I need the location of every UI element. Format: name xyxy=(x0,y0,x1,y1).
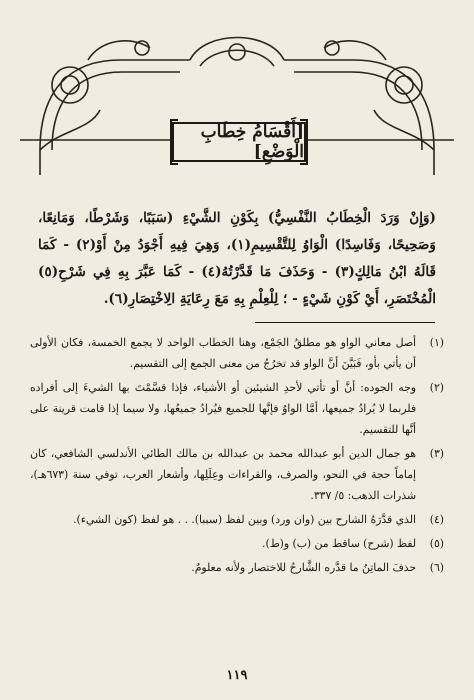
footnote-text: وجه الجوده: أنَّ أو تأتي لأحدِ الشيئين أو الأشياء، فإذا قسَّمْتَ بها الشيءَ إلى أفراده فلربما لا يُرادُ جميعها، أمَّا الواوُ فإنَّها للجميع فيُرادُ جميعُها، ولا سيما إذا قامت قرينة على أنَّها للتقسيم. xyxy=(30,381,416,436)
chapter-title xyxy=(172,122,306,162)
footnote-text: حذفَ الماتِنُ ما قدَّره الشَّارحُ للاختصار ولأنه معلومٌ. xyxy=(191,561,416,574)
footnote-item xyxy=(30,332,444,374)
footnote-text: الذي قدَّرَهُ الشارح بين (وان ورد) وبين لفظ (سببا). . . هو لفظ (كون الشيء). xyxy=(73,513,416,526)
page-number: ١١٩ xyxy=(226,668,248,683)
footnote-number: (٢) xyxy=(429,381,444,394)
footnote-number: (٣) xyxy=(429,447,444,460)
footnote-item xyxy=(30,377,444,440)
footnote-number: (٤) xyxy=(429,513,444,526)
main-text-paragraph: (وَإِنْ وَرَدَ الْخِطَابُ النَّفْسِيُّ) بِكَوْنِ الشَّيْءِ (سَبَبًا، وَشَرْطًا، وَمَانِعًا، وَصَحِيحًا، وَفَاسِدًا) الْوَاوُ لِلتَّقْسِيمِ(١)، وَهِيَ فِيهِ أَجْوَدُ مِنْ أَوْ(٢) - كَمَا قَالَهُ ابْنُ مَالِكٍ(٣) - وَحَذَفَ مَا قَدَّرْتُهُ(٤) - كَمَا عَبَّرَ بِهِ فِي شَرْحِ(٥) الْمُخْتَصَرِ، أَيْ كَوْنِ شَيْءٍ - ؛ لِلْعِلْمِ بِهِ مَعَ رِعَايَةِ الِاخْتِصَارِ(٦). xyxy=(38,210,436,307)
footnote-separator xyxy=(255,322,435,323)
footnote-text: لفظ (شرح) ساقط من (ب) و(ط). xyxy=(262,537,416,550)
footnote-item xyxy=(30,443,444,506)
footnote-text: هو جمال الدين أبو عبدالله محمد بن عبدالله بن مالك الطائي الأندلسي الشافعي، كان إماماً حجة في النحو، والصرف، والقراءات وعِلَلِها، وأشعار العرب، توفي سنة (٦٧٣هـ)، شذرات الذهب: ٥/ ٣٣٧. xyxy=(30,447,416,502)
footnotes xyxy=(30,332,444,581)
footnote-text: أصل معاني الواو هو مطلقُ الجَمْع، وهنا الخطاب الواحد لا يجمع الخمسة، فكان الأولى أن يأتي بأو، فَبَيَّنَ أنَّ الواو قد تخرُجُ من معنى الجمع إلى التقسيم. xyxy=(30,336,416,370)
footnote-number: (٥) xyxy=(429,537,444,550)
footnote-item xyxy=(30,557,444,578)
chapter-title-text: [أَقْسَامُ خِطَابِ الْوَضْعِ] xyxy=(200,122,304,162)
footnote-item xyxy=(30,533,444,554)
footnote-item xyxy=(30,509,444,530)
footnote-number: (٦) xyxy=(429,561,444,574)
footnote-number: (١) xyxy=(429,336,444,349)
